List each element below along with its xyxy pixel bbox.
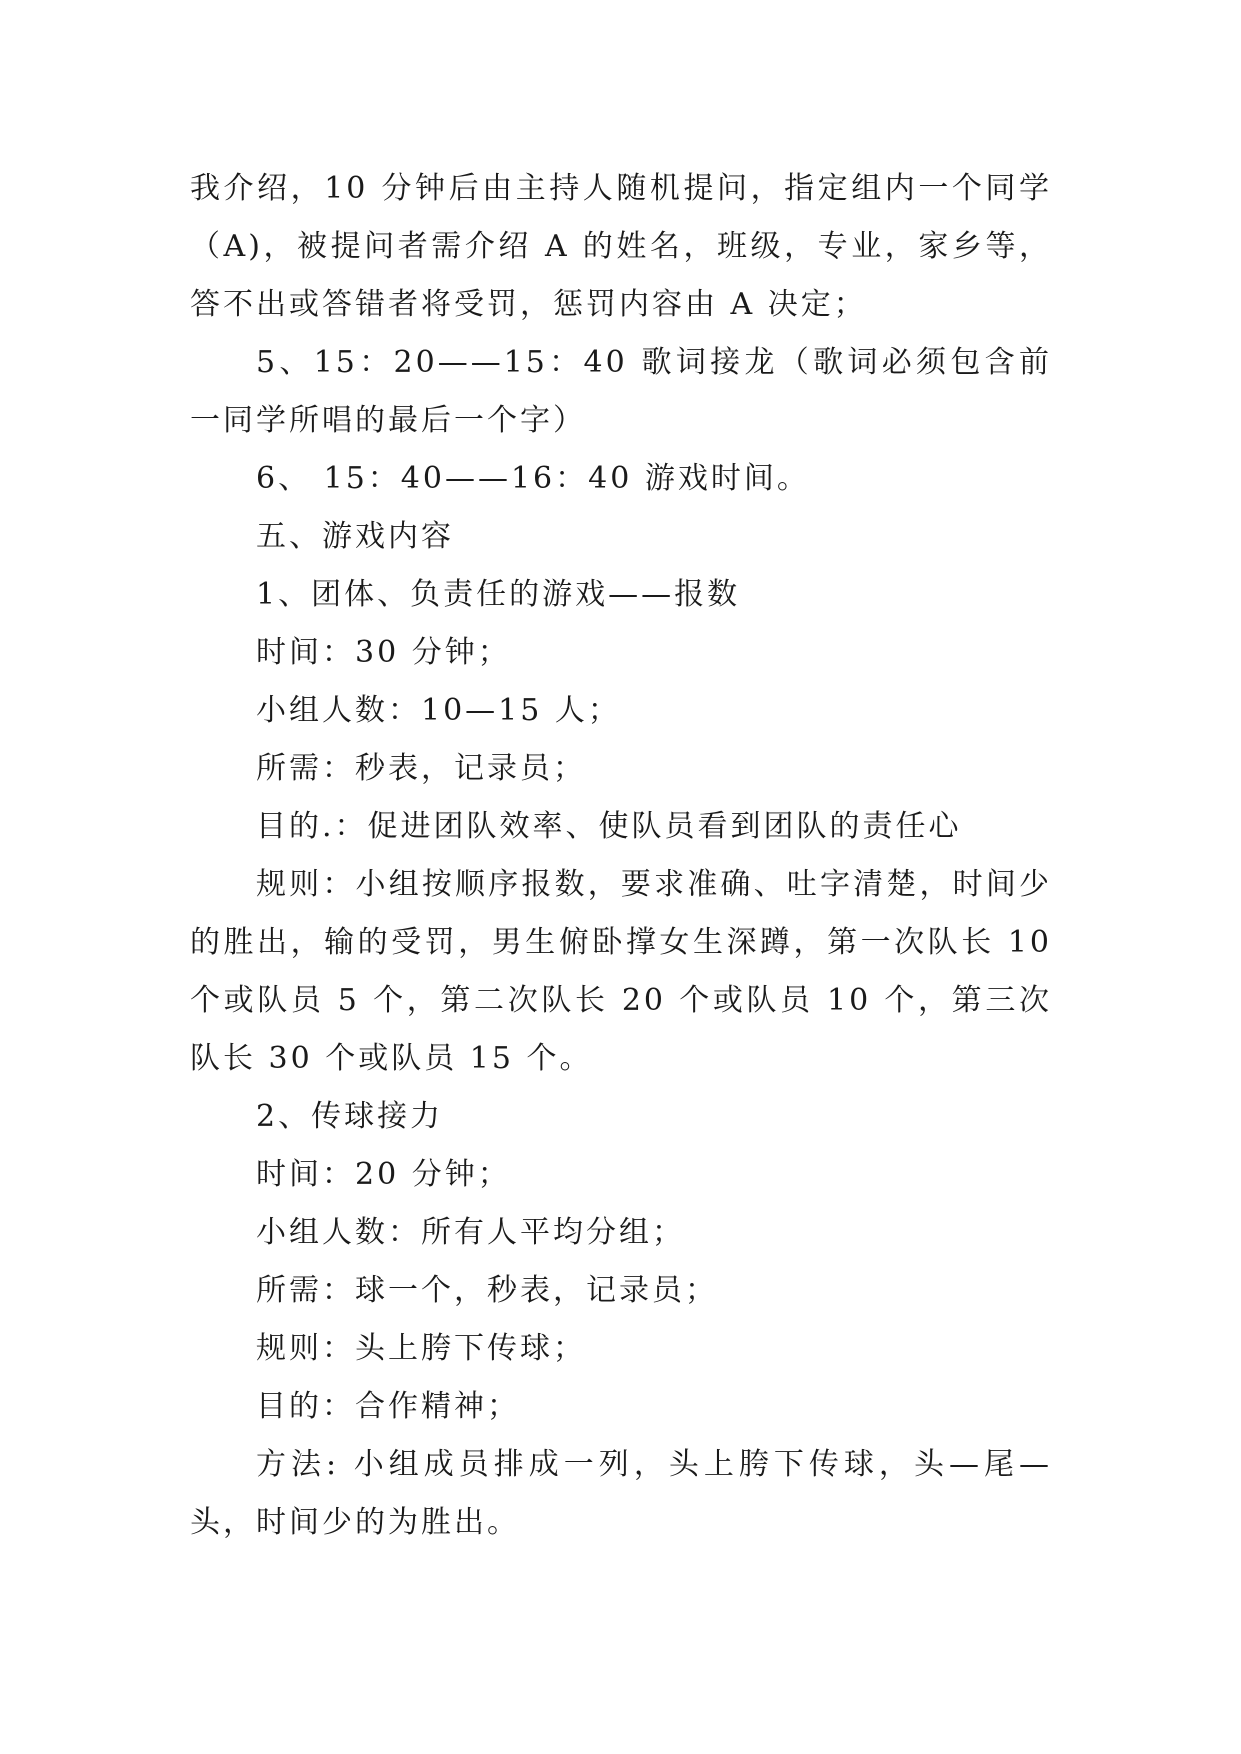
game-1-rules: 规则：小组按顺序报数，要求准确、吐字清楚，时间少的胜出，输的受罚，男生俯卧撑女生深蹲，第一次队长 10 个或队员 5 个，第二次队长 20 个或队员 10 个，第三次队长 30 个或队员 15 个。 [190,867,1052,1076]
game-1-purpose: 目的.：促进团队效率、使队员看到团队的责任心 [256,809,962,844]
game-1-group-size: 小组人数：10—15 人； [256,693,621,728]
document-body [190,160,1052,1552]
game-1-title: 1、团体、负责任的游戏——报数 [256,577,741,612]
game-2-time: 时间：20 分钟； [256,1157,511,1192]
paragraph-schedule-6: 6、 15：40——16：40 游戏时间。 [256,461,810,496]
game-2-title: 2、传球接力 [256,1099,444,1134]
game-1-materials: 所需：秒表，记录员； [256,751,586,786]
game-2-purpose: 目的：合作精神； [256,1389,520,1424]
game-2-materials: 所需：球一个，秒表，记录员； [256,1273,718,1308]
paragraph-schedule-5: 5、15：20——15：40 歌词接龙（歌词必须包含前一同学所唱的最后一个字） [190,345,1052,438]
section-heading-game-content: 五、游戏内容 [256,519,454,554]
paragraph-intro-continuation: 我介绍，10 分钟后由主持人随机提问，指定组内一个同学（A)，被提问者需介绍 A 的姓名，班级，专业，家乡等，答不出或答错者将受罚，惩罚内容由 A 决定； [190,171,1052,322]
game-2-rules: 规则：头上胯下传球； [256,1331,586,1366]
game-2-group-size: 小组人数：所有人平均分组； [256,1215,685,1250]
game-1-time: 时间：30 分钟； [256,635,511,670]
game-2-method: 方法: 小组成员排成一列，头上胯下传球，头—尾—头，时间少的为胜出。 [190,1447,1052,1540]
